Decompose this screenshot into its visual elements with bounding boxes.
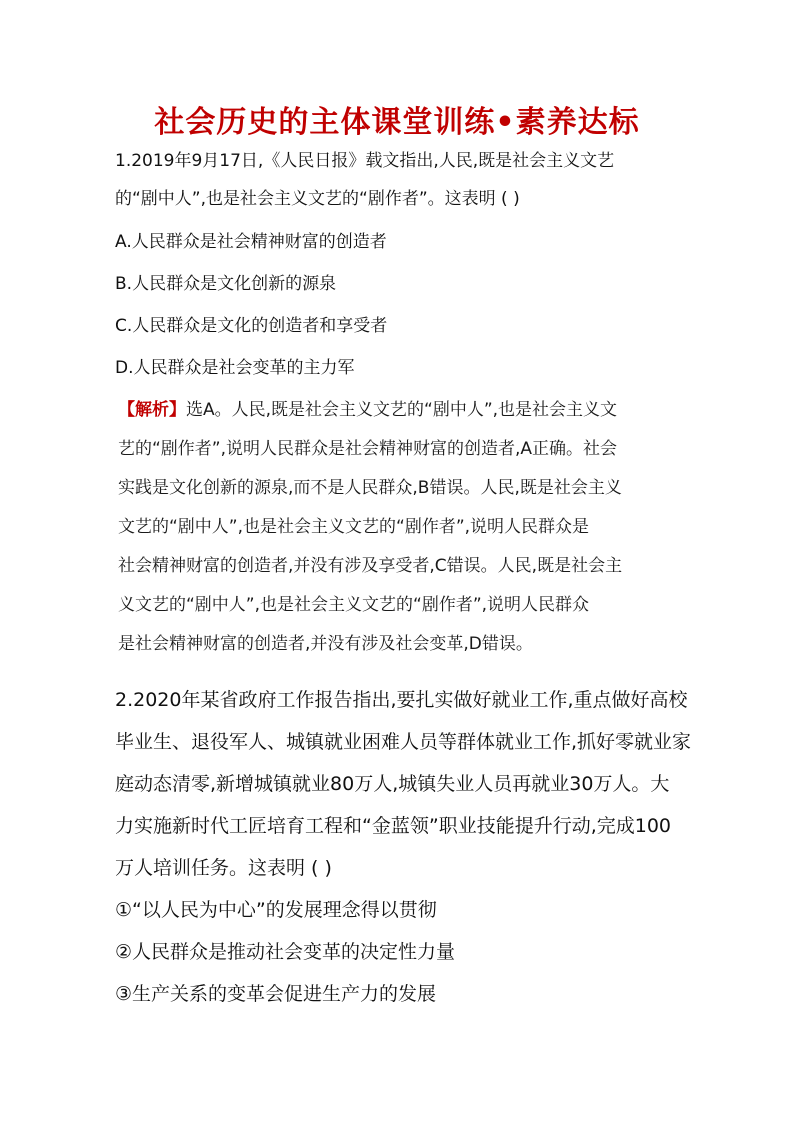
q1-option-a: A.人民群众是社会精神财富的创造者 xyxy=(115,232,387,252)
q1-explanation-line-4: 文艺的“剧中人”,也是社会主义文艺的“剧作者”,说明人民群众是 xyxy=(118,517,590,537)
q1-explanation-line-6: 义文艺的“剧中人”,也是社会主义文艺的“剧作者”,说明人民群众 xyxy=(118,595,590,615)
q2-stem-line-2: 毕业生、退役军人、城镇就业困难人员等群体就业工作,抓好零就业家 xyxy=(115,731,692,753)
q1-explanation-line-7: 是社会精神财富的创造者,并没有涉及社会变革,D错误。 xyxy=(118,634,533,654)
q1-explanation-line-5: 社会精神财富的创造者,并没有涉及享受者,C错误。人民,既是社会主 xyxy=(118,556,623,576)
q1-explanation-line-3: 实践是文化创新的源泉,而不是人民群众,B错误。人民,既是社会主义 xyxy=(118,478,622,498)
q1-option-b: B.人民群众是文化创新的源泉 xyxy=(115,274,337,294)
q1-explanation-line-2: 艺的“剧作者”,说明人民群众是社会精神财富的创造者,A正确。社会 xyxy=(118,439,618,459)
page-title: 社会历史的主体课堂训练•素养达标 xyxy=(154,105,640,140)
q2-item-2: ②人民群众是推动社会变革的决定性力量 xyxy=(115,941,456,963)
q2-stem-line-3: 庭动态清零,新增城镇就业80万人,城镇失业人员再就业30万人。大 xyxy=(115,773,670,795)
q1-stem-line-1: 1.2019年9月17日,《人民日报》载文指出,人民,既是社会主义文艺 xyxy=(115,151,615,171)
q2-stem-line-5: 万人培训任务。这表明 ( ) xyxy=(115,857,332,879)
q2-item-3: ③生产关系的变革会促进生产力的发展 xyxy=(115,983,437,1005)
explanation-first-text: 选A。人民,既是社会主义文艺的“剧中人”,也是社会主义文 xyxy=(186,400,618,420)
explanation-tag: 【解析】 xyxy=(118,400,186,420)
q2-stem-line-1: 2.2020年某省政府工作报告指出,要扎实做好就业工作,重点做好高校 xyxy=(115,689,688,711)
q1-stem-line-2: 的“剧中人”,也是社会主义文艺的“剧作者”。这表明 ( ) xyxy=(115,189,520,209)
q1-option-c: C.人民群众是文化的创造者和享受者 xyxy=(115,316,388,336)
q1-option-d: D.人民群众是社会变革的主力军 xyxy=(115,358,355,378)
q2-stem-line-4: 力实施新时代工匠培育工程和“金蓝领”职业技能提升行动,完成100 xyxy=(115,815,671,837)
q1-explanation-line-1 xyxy=(118,399,617,421)
q2-item-1: ①“以人民为中心”的发展理念得以贯彻 xyxy=(115,899,437,921)
